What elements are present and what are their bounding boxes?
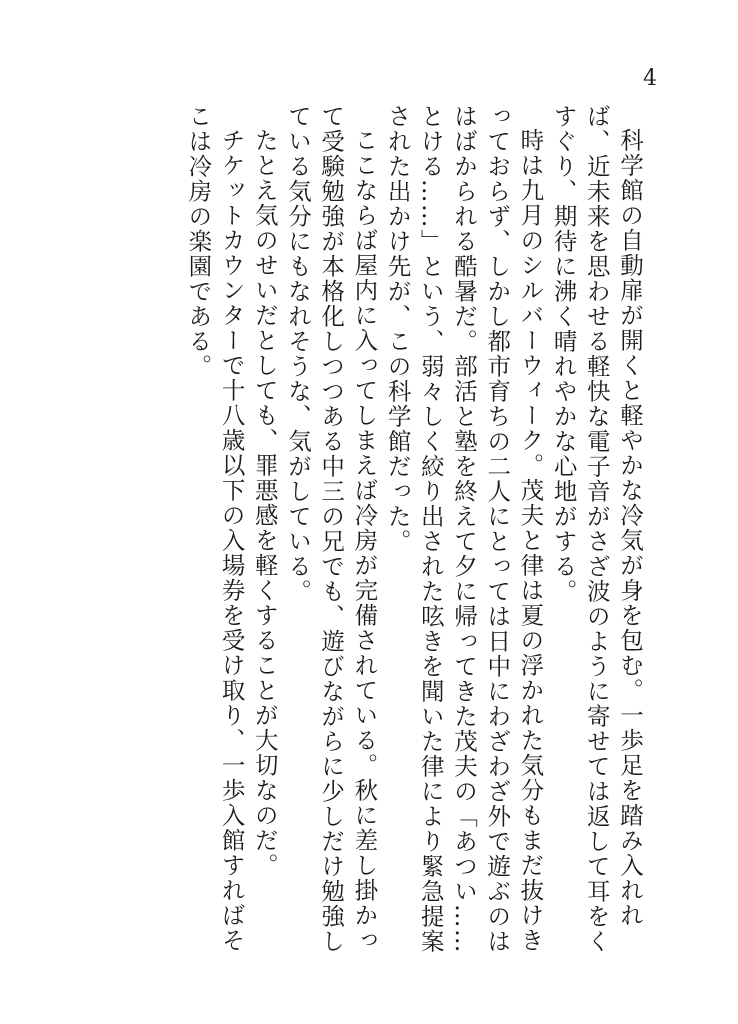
paragraph-3: ここならば屋内に入ってしまえば冷房が完備されている。秋に差し掛かって受験勉強が本格化しつつある中三の兄でも、遊びながらに少しだけ勉強している気分にもなれそうな、気がしている。 bbox=[283, 104, 379, 954]
paragraph-1: 科学館の自動扉が開くと軽やかな冷気が身を包む。一歩足を踏み入れれば、近未来を思わせる軽快な電子音がさざ波のように寄せては返して耳をくすぐり、期待に沸く晴れやかな心地がする。 bbox=[549, 104, 644, 954]
vertical-text-body bbox=[181, 104, 646, 964]
paragraph-2: 時は九月のシルバーウィーク。茂夫と律は夏の浮かれた気分もまだ抜けきっておらず、しかし都市育ちの二人にとっては日中にわざわざ外で遊ぶのははばかられる酷暑だ。部活と塾を終えて夕に帰ってきた茂夫の「あつい……とける……」という、弱々しく絞り出された呟きを聞いた律により緊急提案された出かけ先が、この科学館だった。 bbox=[383, 104, 545, 954]
page-number: 4 bbox=[643, 66, 657, 91]
paragraph-4: たとえ気のせいだとしても、罪悪感を軽くすることが大切なのだ。 bbox=[250, 127, 279, 878]
paragraph-5: チケットカウンターで十八歳以下の入場券を受け取り、一歩入館すればそこは冷房の楽園である。 bbox=[184, 104, 246, 953]
